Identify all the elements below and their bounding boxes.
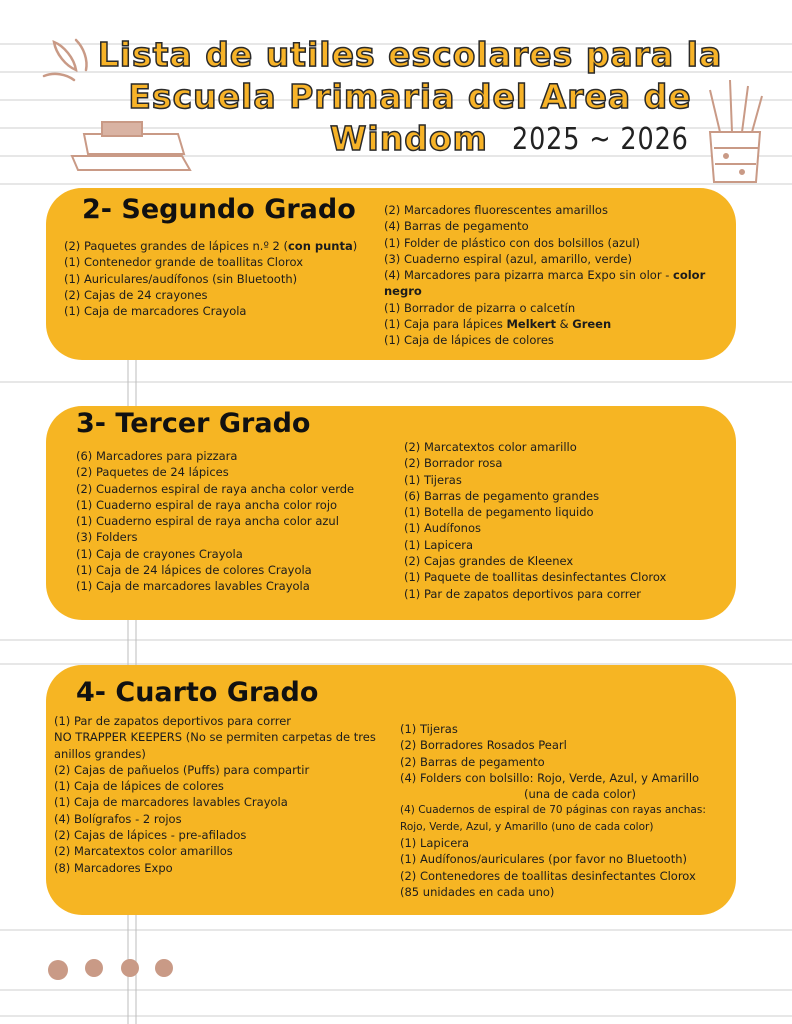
list-item: (4) Marcadores para pizarra marca Expo sin olor - color negro	[384, 268, 706, 299]
list-item: (1) Borrador de pizarra o calcetín	[384, 300, 576, 315]
list-item: (1) Caja de lápices de colores	[54, 779, 224, 794]
grade-4-right-list	[400, 721, 706, 900]
list-item: (2) Cajas de lápices - pre-afilados	[54, 828, 247, 843]
list-item: (2) Cajas de pañuelos (Puffs) para compartir	[54, 762, 310, 777]
list-item: (1) Caja de lápices de colores	[384, 333, 554, 348]
list-item: (1) Tijeras	[404, 472, 462, 487]
title-line-1: Lista de utiles escolares para la	[97, 35, 723, 74]
list-item: (2) Paquetes grandes de lápices n.º 2 (con punta)	[64, 239, 358, 253]
grade-2-left-list	[64, 238, 357, 319]
list-item: (85 unidades en cada uno)	[400, 884, 555, 899]
title-line-2: Escuela Primaria del Area de	[128, 77, 692, 116]
list-item: (2) Marcatextos color amarillos	[54, 844, 233, 859]
list-item: (2) Cajas de 24 crayones	[64, 287, 208, 302]
list-item: (1) Caja de marcadores lavables Crayola	[76, 579, 310, 594]
list-item: (4) Barras de pegamento	[384, 219, 529, 234]
list-item: (1) Lapicera	[400, 836, 470, 851]
list-item: (1) Cuaderno espiral de raya ancha color azul	[76, 514, 339, 529]
list-item: (1) Botella de pegamento liquido	[404, 505, 594, 520]
dot-icon	[85, 959, 103, 977]
list-item: (1) Caja de 24 lápices de colores Crayola	[76, 563, 312, 578]
list-item: (1) Caja de marcadores Crayola	[64, 304, 247, 319]
grade-4-heading: 4- Cuarto Grado	[76, 677, 319, 708]
list-item: (1) Par de zapatos deportivos para correr	[404, 586, 642, 601]
grade-2-right-list	[384, 202, 729, 349]
list-item: (2) Barras de pegamento	[400, 754, 545, 769]
list-item: (1) Folder de plástico con dos bolsillos (azul)	[384, 235, 641, 250]
list-item: (4) Bolígrafos - 2 rojos	[54, 811, 182, 826]
decorative-dots	[46, 958, 176, 982]
list-item: NO TRAPPER KEEPERS (No se permiten carpetas de tres anillos grandes)	[54, 730, 376, 761]
grade-3-left-list	[76, 448, 354, 595]
list-item: (1) Caja de crayones Crayola	[76, 546, 243, 561]
list-item: (1) Audífonos/auriculares (por favor no Bluetooth)	[400, 852, 688, 867]
list-item: (1) Cuaderno espiral de raya ancha color rojo	[76, 497, 338, 512]
grade-3-right-list	[404, 439, 666, 602]
list-item: (4) Folders con bolsillo: Rojo, Verde, Azul, y Amarillo	[400, 770, 700, 785]
list-item: (1) Auriculares/audífonos (sin Bluetooth)	[64, 271, 298, 286]
list-item: Rojo, Verde, Azul, y Amarillo (uno de cada color)	[400, 820, 654, 833]
list-item: (1) Contenedor grande de toallitas Clorox	[64, 255, 303, 270]
list-item: (4) Cuadernos de espiral de 70 páginas con rayas anchas:	[400, 804, 706, 817]
grade-2-card	[46, 188, 736, 360]
list-item: (1) Paquete de toallitas desinfectantes Clorox	[404, 570, 667, 585]
grade-4-left-list	[54, 713, 398, 876]
list-item: (2) Borradores Rosados Pearl	[400, 738, 567, 753]
dot-icon	[155, 959, 173, 977]
list-item: (8) Marcadores Expo	[54, 860, 173, 875]
list-item: (2) Cajas grandes de Kleenex	[404, 554, 574, 569]
grade-3-heading: 3- Tercer Grado	[76, 408, 311, 439]
list-item: (1) Lapicera	[404, 537, 474, 552]
list-item: (1) Caja para lápices Melkert & Green	[384, 317, 612, 332]
list-item: (2) Cuadernos espiral de raya ancha color verde	[76, 481, 355, 496]
list-item: (1) Par de zapatos deportivos para correr	[54, 714, 292, 728]
list-item: (2) Borrador rosa	[404, 456, 503, 471]
list-item: (una de cada color)	[524, 787, 636, 802]
dot-icon	[48, 960, 68, 980]
list-item: (2) Marcatextos color amarillo	[404, 440, 577, 454]
list-item: (2) Paquetes de 24 lápices	[76, 465, 229, 480]
list-item: (2) Contenedores de toallitas desinfectantes Clorox	[400, 868, 696, 883]
list-item: (6) Barras de pegamento grandes	[404, 488, 600, 503]
grade-2-heading: 2- Segundo Grado	[82, 194, 356, 225]
list-item: (6) Marcadores para pizzara	[76, 449, 238, 463]
list-item: (2) Marcadores fluorescentes amarillos	[384, 203, 608, 217]
title-line-3: Windom	[330, 119, 488, 158]
school-year: 2025 ~ 2026	[512, 122, 689, 157]
list-item: (3) Cuaderno espiral (azul, amarillo, verde)	[384, 251, 632, 266]
dot-icon	[121, 959, 139, 977]
list-item: (3) Folders	[76, 530, 138, 545]
list-item: (1) Audífonos	[404, 521, 481, 536]
grade-3-card	[46, 406, 736, 620]
list-item: (1) Tijeras	[400, 722, 458, 736]
list-item: (1) Caja de marcadores lavables Crayola	[54, 795, 288, 810]
grade-4-card	[46, 665, 736, 915]
